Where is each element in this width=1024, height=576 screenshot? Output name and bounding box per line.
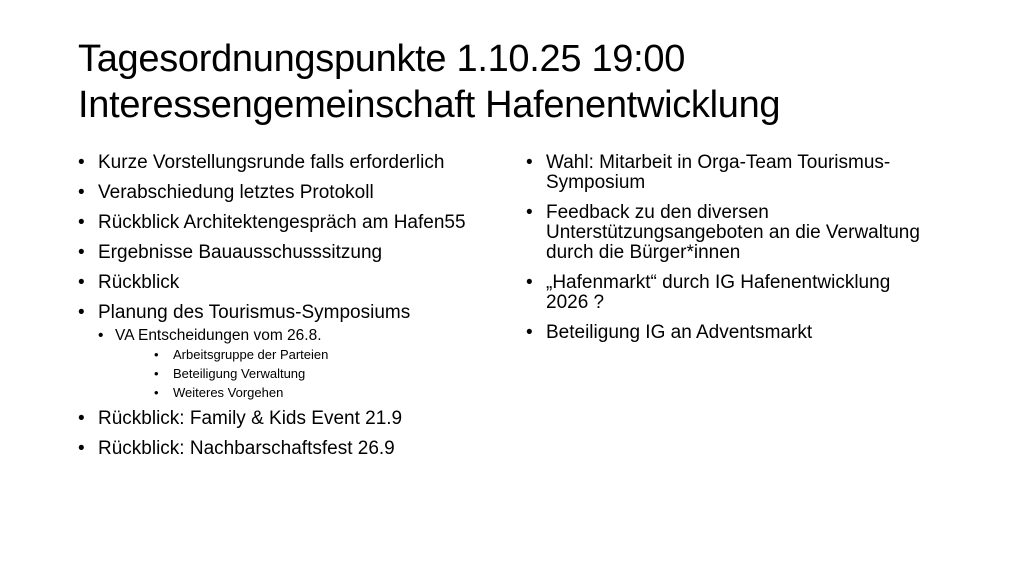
bullet: • — [154, 385, 159, 400]
bullet: • — [78, 302, 85, 323]
agenda-item-family-event: • Rückblick: Family & Kids Event 21.9 — [78, 408, 403, 429]
agenda-item-introduction: • Kurze Vorstellungsrunde falls erforderlich — [78, 152, 445, 173]
bullet: • — [526, 322, 533, 343]
bullet: • — [154, 347, 159, 362]
bullet: • — [78, 408, 85, 429]
agenda-item-feedback: • Feedback zu den diversen Unterstützungsangeboten an die Verwaltung durch die Bürger*innen — [526, 202, 920, 263]
bullet: • — [526, 202, 533, 223]
agenda-item-symposium-planning: • Planung des Tourismus-Symposiums — [78, 302, 411, 323]
agenda-item-architect-review: • Rückblick Architektengespräch am Hafen55 — [78, 212, 466, 233]
bullet: • — [78, 182, 85, 203]
bullet: • — [78, 152, 85, 173]
agenda-subsubitem: • Arbeitsgruppe der Parteien — [154, 347, 329, 362]
agenda-subitem-decisions: • VA Entscheidungen vom 26.8. • Arbeitsgruppe der Parteien • Beteiligung Verwaltung • Weiteres Vorgehen — [98, 327, 508, 401]
agenda-right-column — [526, 153, 926, 353]
agenda-item-orga-team: • Wahl: Mitarbeit in Orga-Team Tourismus-Symposium — [526, 152, 891, 193]
agenda-item-review: • Rückblick — [78, 272, 180, 293]
agenda-subsubitem: • Weiteres Vorgehen — [154, 385, 284, 400]
title-line-2: Interessengemeinschaft Hafenentwicklung — [78, 84, 781, 126]
bullet: • — [78, 272, 85, 293]
agenda-item-adventsmarkt: • Beteiligung IG an Adventsmarkt — [526, 322, 813, 343]
agenda-item-hafenmarkt: • „Hafenmarkt“ durch IG Hafenentwicklung 2026 ? — [526, 272, 891, 313]
agenda-subitems — [78, 327, 508, 401]
bullet: • — [78, 438, 85, 459]
bullet: • — [78, 212, 85, 233]
agenda-item-building-committee: • Ergebnisse Bauausschusssitzung — [78, 242, 383, 263]
agenda-item-neighborhood-fest: • Rückblick: Nachbarschaftsfest 26.9 — [78, 438, 395, 459]
bullet: • — [526, 152, 533, 173]
slide-title — [78, 36, 998, 128]
agenda-subsubitems — [115, 347, 508, 401]
bullet: • — [154, 366, 159, 381]
title-line-1: Tagesordnungspunkte 1.10.25 19:00 — [78, 38, 686, 80]
bullet: • — [78, 242, 85, 263]
agenda-item-protocol: • Verabschiedung letztes Protokoll — [78, 182, 374, 203]
agenda-subsubitem: • Beteiligung Verwaltung — [154, 366, 306, 381]
agenda-left-column — [78, 153, 508, 469]
bullet: • — [98, 327, 104, 344]
bullet: • — [526, 272, 533, 293]
